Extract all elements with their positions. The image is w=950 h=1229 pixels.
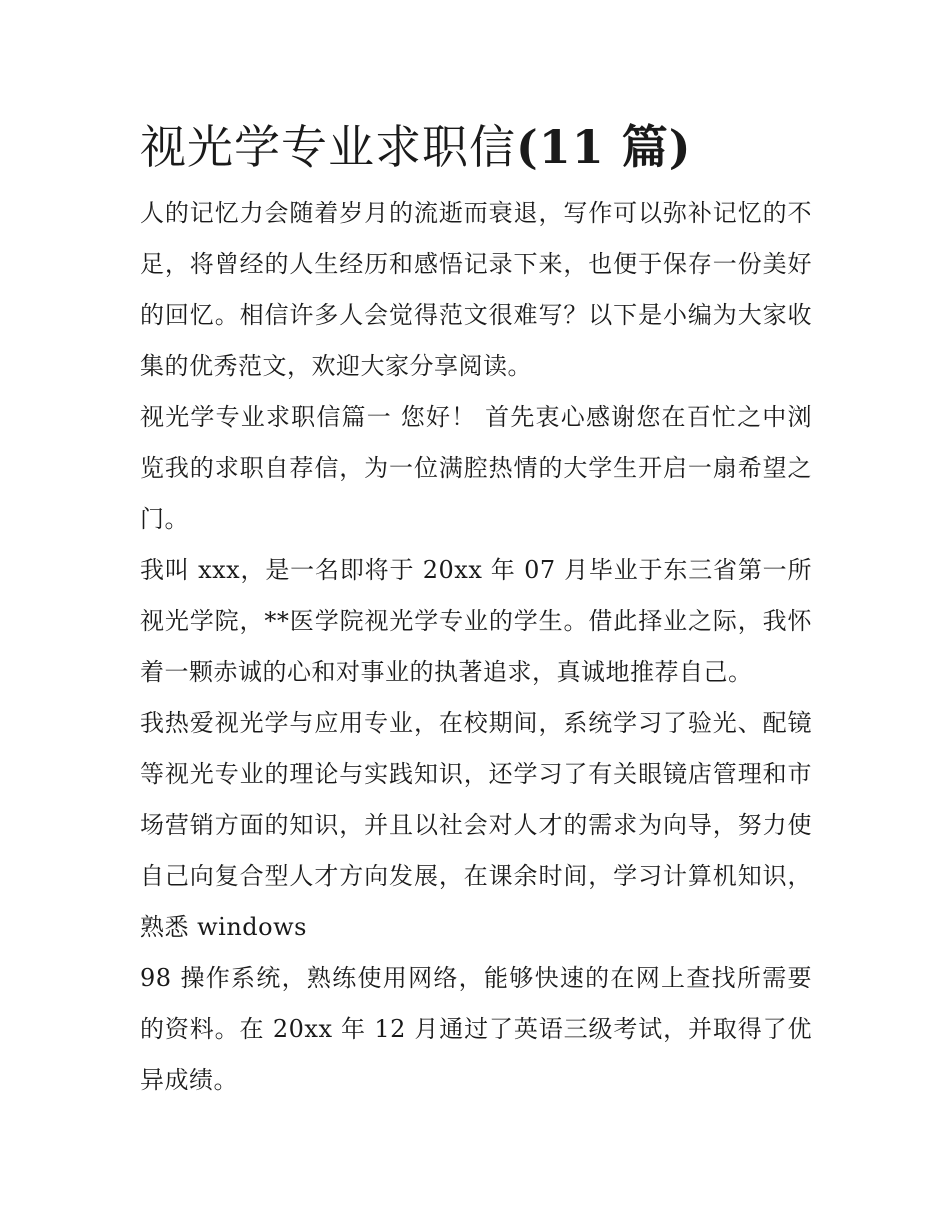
paragraph-self-intro: 我叫 xxx，是一名即将于 20xx 年 07 月毕业于东三省第一所视光学院，**医学院视光学专业的学生。借此择业之际，我怀着一颗赤诚的心和对事业的执著追求，真诚地推荐自己。 xyxy=(140,556,812,686)
paragraph-skills: 98 操作系统，熟练使用网络，能够快速的在网上查找所需要的资料。在 20xx 年 12 月通过了英语三级考试，并取得了优异成绩。 xyxy=(140,964,812,1094)
title-suffix: (11 篇) xyxy=(516,120,692,174)
title-main: 视光学专业求职信 xyxy=(140,120,516,174)
paragraph-intro: 人的记忆力会随着岁月的流逝而衰退，写作可以弥补记忆的不足，将曾经的人生经历和感悟记录下来，也便于保存一份美好的回忆。相信许多人会觉得范文很难写？以下是小编为大家收集的优秀范文，欢迎大家分享阅读。 xyxy=(140,199,812,380)
paragraph-greeting: 视光学专业求职信篇一 您好！ 首先衷心感谢您在百忙之中浏览我的求职自荐信，为一位满腔热情的大学生开启一扇希望之门。 xyxy=(140,403,812,533)
paragraph-study: 我热爱视光学与应用专业，在校期间，系统学习了验光、配镜等视光专业的理论与实践知识，还学习了有关眼镜店管理和市场营销方面的知识，并且以社会对人才的需求为向导，努力使自己向复合型人才方向发展，在课余时间，学习计算机知识，熟悉 windows xyxy=(140,709,812,941)
document-title xyxy=(140,118,812,176)
document-page xyxy=(140,118,812,1106)
